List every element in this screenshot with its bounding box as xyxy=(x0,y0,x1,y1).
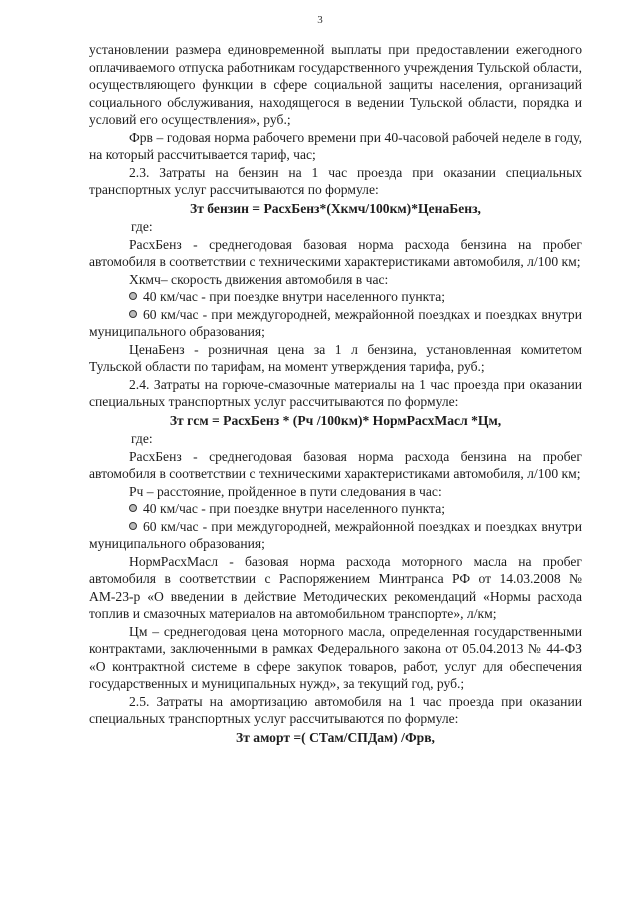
document-body xyxy=(89,41,582,747)
formula-depreciation: Зт аморт =( СТам/СПДам) /Фрв, xyxy=(236,729,435,745)
paragraph-section-2-5: 2.5. Затраты на амортизацию автомобиля на 1 час проезда при оказании специальных транспортных услуг рассчитываются по формуле: xyxy=(89,693,582,726)
bullet-icon xyxy=(129,310,137,318)
paragraph-continuation: установлении размера единовременной выплаты при предоставлении ежегодного оплачиваемого отпуска работникам государственного учреждения Тульской области, осуществляющего функции в сфере социальной защиты населения, организаций социального обслуживания, находящегося в ведении Тульской области, порядка и условий его осуществления», руб.; xyxy=(89,42,582,127)
bullet-icon xyxy=(129,504,137,512)
where-label: где: xyxy=(131,431,153,446)
list-item: 60 км/час - при междугородней, межрайонной поездках и поездках внутри муниципального образования; xyxy=(89,306,582,339)
paragraph-speed-definition: Хкмч– скорость движения автомобиля в час: xyxy=(129,271,389,287)
page-number: 3 xyxy=(317,14,323,26)
paragraph-section-2-4: 2.4. Затраты на горюче-смазочные материалы на 1 час проезда при оказании специальных транспортных услуг рассчитываются по формуле: xyxy=(89,376,582,409)
bullet-icon xyxy=(129,522,137,530)
list-item: 60 км/час - при междугородней, межрайонной поездках и поездках внутри муниципального образования; xyxy=(89,518,582,551)
formula-fuel-lubricants: Зт гсм = РасхБенз * (Рч /100км)* НормРасхМасл *Цм, xyxy=(169,412,502,428)
bullet-icon xyxy=(129,292,137,300)
where-label: где: xyxy=(131,219,153,234)
paragraph-oil-price: Цм – среднегодовая цена моторного масла, определенная государственными контрактами, заключенными в рамках Федерального закона от 05.04.2013 № 44-ФЗ «О контрактной системе в сфере закупок товаров, работ, услуг для обеспечения государственных и муниципальных нужд», за текущий год, руб.; xyxy=(89,623,582,691)
paragraph-gasoline-rate-2: РасхБенз - среднегодовая базовая норма расхода бензина на пробег автомобиля в соответствии с техническими характеристиками автомобиля, л/100 км; xyxy=(89,448,582,481)
paragraph-gasoline-rate: РасхБенз - среднегодовая базовая норма расхода бензина на пробег автомобиля в соответствии с техническими характеристиками автомобиля, л/100 км; xyxy=(89,236,582,269)
paragraph-section-2-3: 2.3. Затраты на бензин на 1 час проезда при оказании специальных транспортных услуг рассчитываются по формуле: xyxy=(89,164,582,197)
paragraph-gasoline-price: ЦенаБенз - розничная цена за 1 л бензина, установленная комитетом Тульской области по тарифам, на момент утверждения тарифа, руб.; xyxy=(89,341,582,374)
paragraph-oil-rate: НормРасхМасл - базовая норма расхода моторного масла на пробег автомобиля в соответствии с Распоряжением Минтранса РФ от 14.03.2008 № АМ-23-р «О введении в действие Методических рекомендаций «Нормы расхода топлив и смазочных материалов на автомобильном транспорте», л/км; xyxy=(89,553,582,621)
paragraph-distance-definition: Рч – расстояние, пройденное в пути следования в час: xyxy=(129,483,442,499)
list-item: 40 км/час - при поездке внутри населенного пункта; xyxy=(89,500,582,518)
list-item: 40 км/час - при поездке внутри населенного пункта; xyxy=(89,288,582,306)
paragraph-frv-definition: Фрв – годовая норма рабочего времени при 40-часовой рабочей неделе в году, на который рассчитывается тариф, час; xyxy=(89,129,582,162)
formula-gasoline: Зт бензин = РасхБенз*(Хкмч/100км)*ЦенаБенз, xyxy=(190,200,481,216)
